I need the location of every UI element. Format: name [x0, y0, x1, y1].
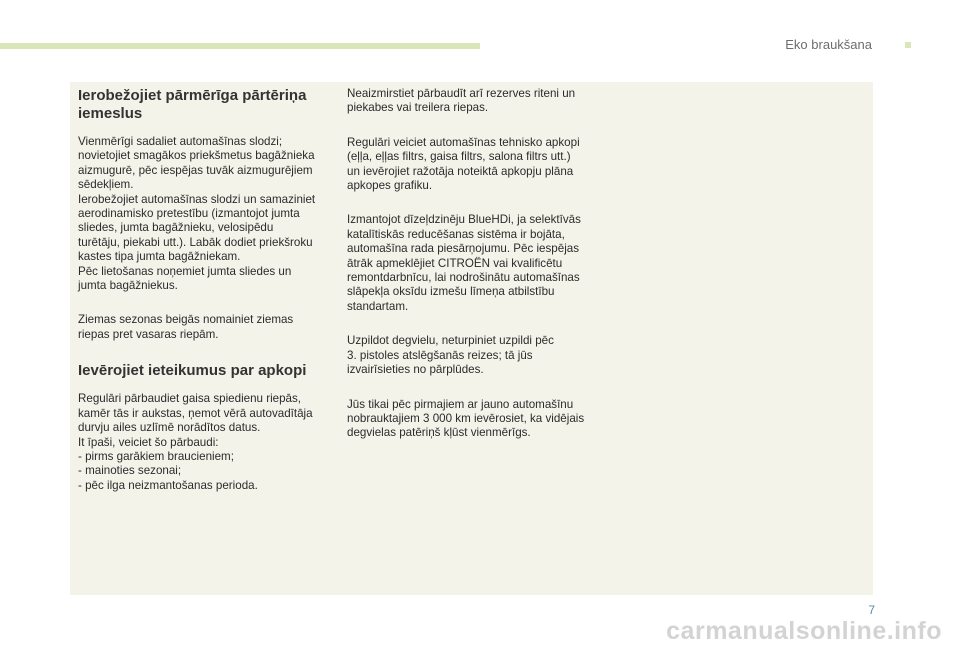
- paragraph-load-distribution: Vienmērīgi sadaliet automašīnas slodzi; novietojiet smagākos priekšmetus bagāžnieka aizmugurē, pēc iespējas tuvāk aizmugurējiem sēdekļiem. Ierobežojiet automašīnas slodzi un samaziniet aerodinamisko pretestību (izmantojot jumta sliedes, jumta bagāžnieku, velosipēdu turētāju, piekabi utt.). Labāk dodiet priekšroku kastes tipa jumta bagāžniekam. Pēc lietošanas noņemiet jumta sliedes un jumta bagāžniekus.: [78, 135, 316, 293]
- paragraph-spare-wheel: Neaizmirstiet pārbaudīt arī rezerves riteni un piekabes vai treilera riepas.: [347, 87, 576, 115]
- right-column: [347, 82, 605, 441]
- paragraph-servicing: Regulāri veiciet automašīnas tehnisko apkopi (eļļa, eļļas filtrs, gaisa filtrs, salona filtrs utt.) un ievērojiet ražotāja noteiktā apkopju plāna apkopes grafiku.: [347, 135, 580, 193]
- content-panel: [70, 82, 873, 595]
- paragraph-refuelling: Uzpildot degvielu, neturpiniet uzpildi pēc 3. pistoles atslēgšanās reizes; tā jūs izvairīsieties no pārplūdes.: [347, 334, 554, 377]
- paragraph-bluehdi: Izmantojot dīzeļdzinēju BlueHDi, ja selektīvās katalītiskās reducēšanas sistēma ir bojāta, automašīna rada piesārņojumu. Pēc iespējas ātrāk apmeklējiet CITROËN vai kvalificētu remontdarbnīcu, lai nodrošinātu automašīnas slāpekļa oksīdu izmešu līmeņa atbilstību standartam.: [347, 213, 581, 313]
- watermark: carmanualsonline.info: [666, 617, 942, 645]
- section-title: Eko braukšana: [785, 37, 872, 52]
- paragraph-first-3000km: Jūs tikai pēc pirmajiem ar jauno automašīnu nobrauktajiem 3 000 km ievērosiet, ka vidējais degvielas patēriņš kļūst vienmērīgs.: [347, 397, 585, 440]
- page-number: 7: [868, 603, 875, 617]
- left-column: [78, 82, 330, 493]
- header-accent-square: [905, 42, 911, 48]
- heading-maintenance: Ievērojiet ieteikumus par apkopi: [78, 362, 307, 380]
- paragraph-winter-tyres: Ziemas sezonas beigās nomainiet ziemas riepas pret vasaras riepām.: [78, 313, 294, 341]
- heading-overconsumption: Ierobežojiet pārmērīga pārtēriņa iemeslus: [78, 87, 307, 122]
- paragraph-tyre-pressure: Regulāri pārbaudiet gaisa spiedienu riepās, kamēr tās ir aukstas, ņemot vērā autovadītāja durvju ailes uzlīmē norādītos datus. It īpaši, veiciet šo pārbaudi: - pirms garākiem braucieniem; - mainoties sezonai; - pēc ilga neizmantošanas perioda.: [78, 392, 313, 492]
- header-accent-bar: [0, 43, 480, 49]
